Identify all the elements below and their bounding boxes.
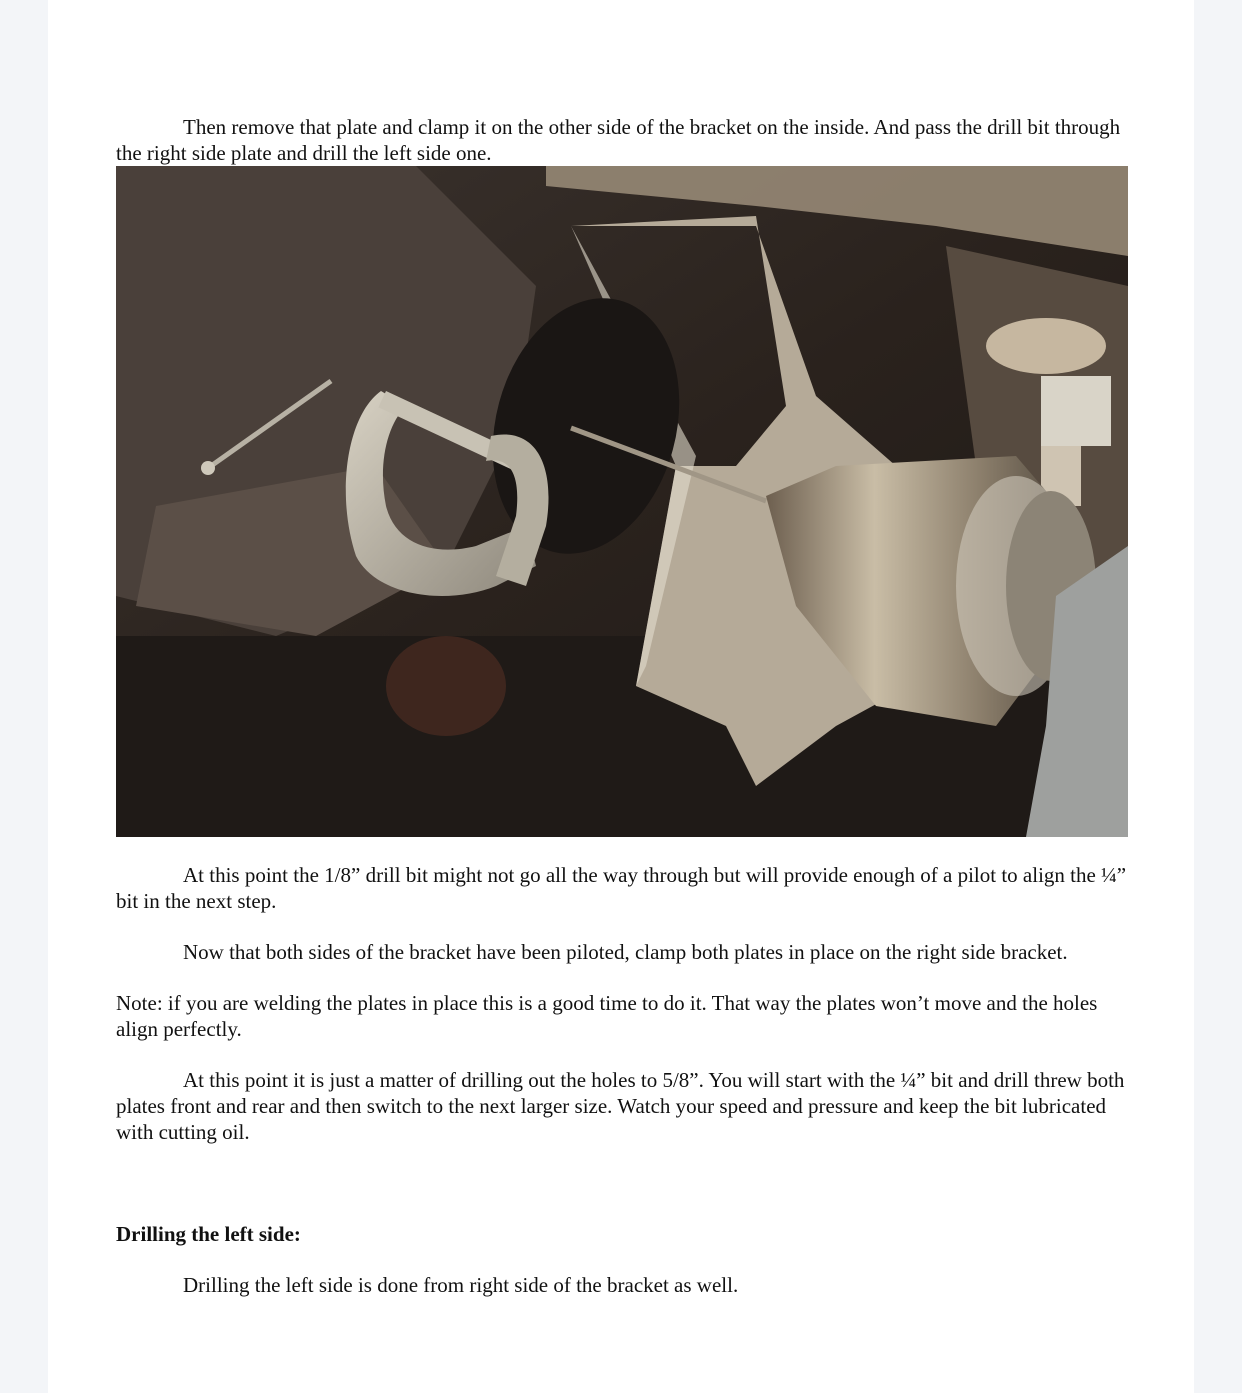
document-page	[48, 0, 1194, 1393]
photo-drilling-bracket	[116, 166, 1128, 837]
note-welding: Note: if you are welding the plates in place this is a good time to do it. That way the plates won’t move and the holes align perfectly.	[116, 991, 1098, 1041]
paragraph-clamp-both-plates: Now that both sides of the bracket have been piloted, clamp both plates in place on the right side bracket.	[183, 940, 1068, 964]
paragraph-pilot-hole: At this point the 1/8” drill bit might not go all the way through but will provide enough of a pilot to align the ¼” bit in the next step.	[116, 863, 1127, 913]
page-content	[116, 114, 1128, 1298]
paragraph-left-side: Drilling the left side is done from right side of the bracket as well.	[183, 1273, 739, 1297]
section-heading-left-side: Drilling the left side:	[116, 1222, 301, 1246]
paragraph-clamp-plate: Then remove that plate and clamp it on the other side of the bracket on the inside. And pass the drill bit through the right side plate and drill the left side one.	[116, 115, 1121, 165]
paragraph-drill-out-holes: At this point it is just a matter of drilling out the holes to 5/8”. You will start with the ¼” bit and drill threw both plates front and rear and then switch to the next larger size. Watch your speed and pressure and keep the bit lubricated with cutting oil.	[116, 1068, 1125, 1144]
